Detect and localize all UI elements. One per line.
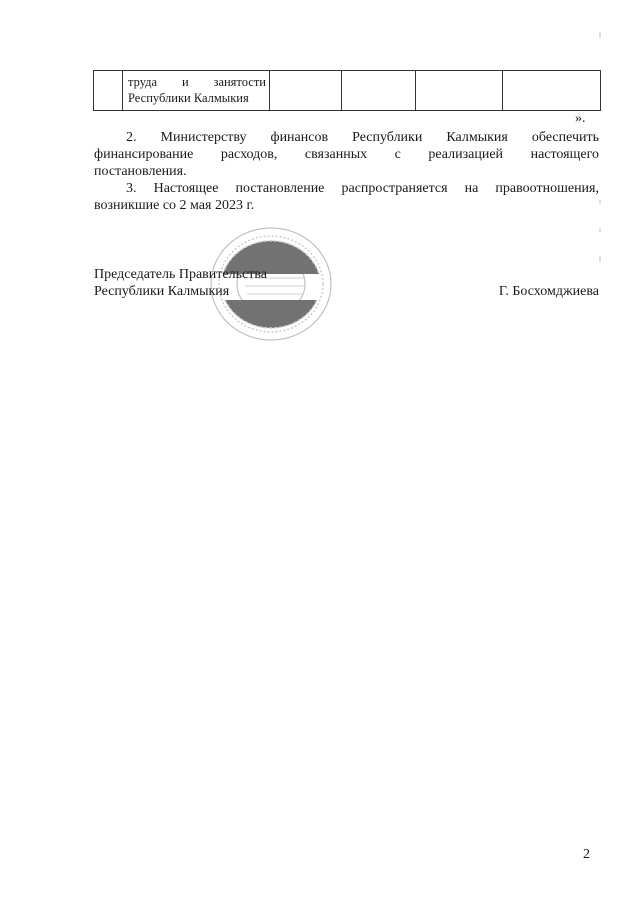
signatory-title-line-2: Республики Калмыкия — [94, 284, 230, 299]
paragraph-line: 2. Министерству финансов Республики Калмыкия обеспечить — [126, 130, 599, 145]
signatory-title-line-1: Председатель Правительства — [94, 267, 267, 282]
table-cell-empty — [416, 71, 503, 111]
org-word: и — [181, 75, 189, 89]
org-line-2: Республики Калмыкия — [128, 91, 249, 105]
paragraph-line: финансирование расходов, связанных с реализацией настоящего — [94, 147, 599, 162]
closing-quote: ». — [575, 111, 586, 126]
signature-row — [94, 283, 599, 300]
table-fragment — [93, 70, 601, 111]
paragraph-line: постановления. — [94, 164, 187, 179]
table-cell-empty — [270, 71, 342, 111]
signature-block — [94, 266, 599, 300]
org-word: занятости — [213, 75, 266, 89]
table-cell-organization — [123, 71, 270, 111]
table-cell-number — [94, 71, 123, 111]
table-cell-empty — [342, 71, 416, 111]
page-number: 2 — [583, 847, 590, 862]
table-row — [94, 71, 601, 111]
paragraph-3 — [94, 180, 599, 214]
scan-artifact-marks — [596, 30, 604, 280]
org-line-1 — [128, 74, 266, 90]
paragraph-line: возникшие со 2 мая 2023 г. — [94, 198, 255, 213]
signatory-name: Г. Босхомджиева — [498, 284, 599, 299]
table-cell-empty — [503, 71, 601, 111]
paragraph-2 — [94, 129, 599, 180]
org-word: труда — [128, 75, 158, 89]
paragraph-line: 3. Настоящее постановление распространяется на правоотношения, — [126, 181, 599, 196]
